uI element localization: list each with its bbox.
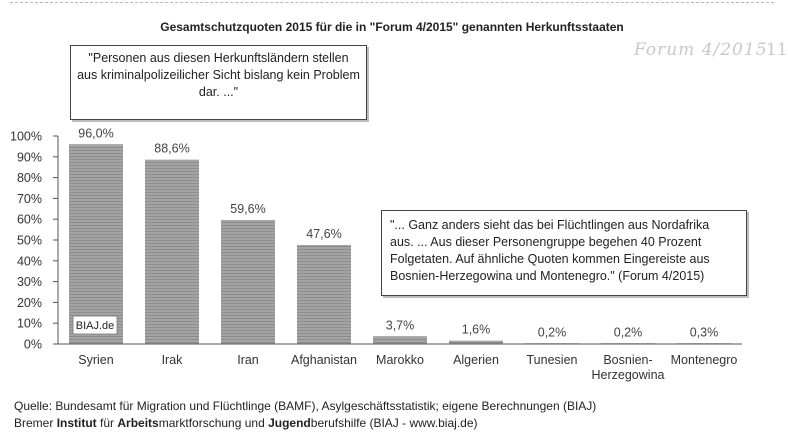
y-tick-label: 70% bbox=[16, 191, 42, 206]
y-tick-label: 0% bbox=[23, 337, 42, 352]
bar-value-label: 0,2% bbox=[537, 325, 567, 340]
y-tick-label: 90% bbox=[16, 150, 42, 165]
page-number: 11 bbox=[766, 40, 788, 60]
bar bbox=[297, 245, 351, 344]
x-axis bbox=[58, 344, 742, 382]
x-tick-label: Iran bbox=[237, 353, 259, 367]
bar bbox=[373, 336, 427, 344]
y-tick-label: 30% bbox=[16, 275, 42, 290]
bar-value-label: 59,6% bbox=[230, 202, 266, 217]
bar-value-label: 47,6% bbox=[306, 226, 342, 241]
y-tick-label: 60% bbox=[16, 212, 42, 227]
bar bbox=[145, 160, 199, 344]
organization-line: Bremer Institut für Arbeitsmarktforschung und Jugendberufshilfe (BIAJ - www.biaj.de) bbox=[14, 416, 478, 430]
x-tick-label: Tunesien bbox=[526, 353, 578, 367]
chart-title: Gesamtschutzquoten 2015 für die in "Forum 4/2015" genannten Herkunftsstaaten bbox=[160, 20, 624, 34]
y-axis bbox=[10, 130, 58, 352]
x-tick-label: Irak bbox=[161, 353, 183, 367]
y-tick-label: 40% bbox=[16, 254, 42, 269]
quote-right-line: Folgetaten. Auf ähnliche Quoten kommen Eingereiste aus bbox=[390, 252, 710, 266]
x-tick-label: Montenegro bbox=[670, 353, 738, 367]
quote-right-line: aus. ... Aus dieser Personengruppe begehen 40 Prozent bbox=[390, 235, 702, 249]
bar bbox=[221, 220, 275, 344]
quote-right-line: Bosnien-Herzegowina und Montenegro." (Forum 4/2015) bbox=[390, 269, 705, 283]
y-tick-label: 20% bbox=[16, 295, 42, 310]
bar-value-label: 3,7% bbox=[385, 318, 415, 333]
bar-value-label: 1,6% bbox=[461, 322, 491, 337]
x-tick-label: Afghanistan bbox=[290, 353, 358, 367]
bar-value-label: 0,2% bbox=[613, 325, 643, 340]
bar-value-label: 96,0% bbox=[78, 126, 114, 141]
x-tick-label: Marokko bbox=[376, 353, 424, 367]
x-tick-label: Syrien bbox=[78, 353, 114, 367]
y-tick-label: 80% bbox=[16, 171, 42, 186]
source-line: Quelle: Bundesamt für Migration und Flüchtlinge (BAMF), Asylgeschäftsstatistik; eigene Berechnungen (BIAJ) bbox=[14, 399, 597, 413]
bar-value-label: 88,6% bbox=[154, 141, 190, 156]
bar bbox=[69, 144, 123, 344]
y-tick-label: 100% bbox=[10, 129, 42, 144]
x-tick-label: Bosnien- bbox=[603, 353, 653, 367]
y-tick-label: 10% bbox=[16, 316, 42, 331]
forum-watermark: Forum 4/2015 bbox=[634, 40, 768, 60]
quote-right-line: "... Ganz anders sieht das bei Flüchtlingen aus Nordafrika bbox=[390, 218, 710, 232]
bar-value-label: 0,3% bbox=[689, 325, 719, 340]
quote-right-box bbox=[381, 210, 747, 296]
y-tick-label: 50% bbox=[16, 233, 42, 248]
source-footer bbox=[14, 398, 596, 432]
biaj-badge-label: BIAJ.de bbox=[75, 320, 115, 332]
x-tick-label: Algerien bbox=[453, 353, 499, 367]
x-tick-label: Herzegowina bbox=[591, 368, 665, 382]
quote-top-box: "Personen aus diesen Herkunftsländern stellen aus kriminalpolizeilicher Sicht bislang kein Problem dar. ..." bbox=[70, 45, 367, 120]
